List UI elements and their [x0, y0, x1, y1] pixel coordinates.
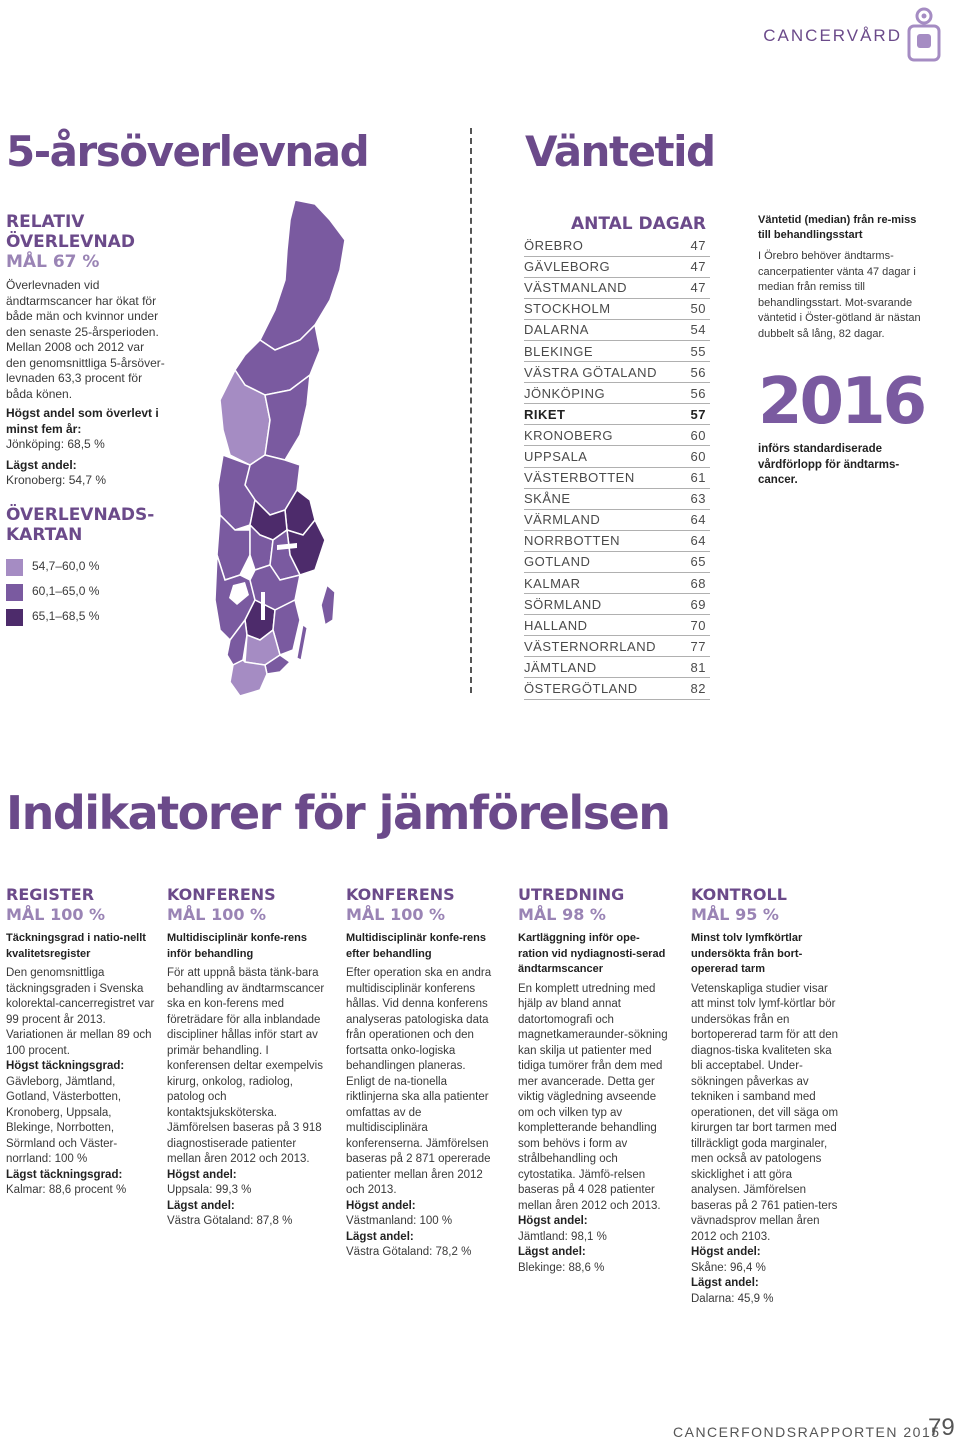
- indicator-column: [691, 885, 841, 1307]
- indicator-column: [6, 885, 156, 1199]
- indicator-high-value: Västmanland: 100 %: [346, 1215, 453, 1227]
- indicator-goal: MÅL 100 %: [346, 905, 446, 924]
- table-row: [524, 256, 710, 277]
- indicator-text: Den genomsnittliga täckningsgraden i Svenska kolorektal-cancerregistret var 99 procent år 2013. Variationen är mellan 89 och 100 procent.: [6, 967, 155, 1057]
- table-row: [524, 235, 710, 256]
- wait-side-text: I Örebro behöver ändtarms-cancerpatienter vänta 47 dagar i median från remiss till behandlingsstart. Mot-svarande väntetid i Öster-götland är nästan dubbelt så lång, 82 dagar.: [758, 250, 921, 340]
- big-year: 2016: [758, 365, 925, 439]
- column-divider: [470, 128, 472, 693]
- indicator-high-value: Uppsala: 99,3 %: [167, 1184, 252, 1196]
- legend-item: [6, 580, 166, 605]
- days-cell: 56: [686, 383, 710, 404]
- indicator-goal: MÅL 100 %: [6, 905, 106, 924]
- region-cell: JÖNKÖPING: [524, 383, 686, 404]
- days-cell: 64: [686, 509, 710, 530]
- indicator-low-value: Västra Götaland: 78,2 %: [346, 1246, 472, 1258]
- page-number: 79: [928, 1414, 955, 1441]
- indicator-low-value: Dalarna: 45,9 %: [691, 1292, 774, 1305]
- indicator-high-label: Högst andel:: [346, 1199, 416, 1212]
- region-cell: VÄSTERBOTTEN: [524, 467, 686, 488]
- highest-value: Jönköping: 68,5 %: [6, 437, 105, 451]
- days-cell: 64: [686, 530, 710, 551]
- table-row: [524, 551, 710, 572]
- days-cell: 57: [686, 404, 710, 425]
- indicator-lead: Kartläggning inför ope-ration vid nydiagnosti-serad ändtarmscancer: [518, 932, 666, 975]
- days-cell: 70: [686, 615, 710, 636]
- table-row: [524, 615, 710, 636]
- indicator-low-label: Lägst andel:: [518, 1246, 586, 1258]
- legend-label: 65,1–68,5 %: [32, 609, 100, 624]
- region-cell: ÖREBRO: [524, 235, 686, 256]
- region-cell: KALMAR: [524, 573, 686, 594]
- table-row: [524, 362, 710, 383]
- region-cell: NORRBOTTEN: [524, 530, 686, 551]
- indicator-low-value: Västra Götaland: 87,8 %: [167, 1215, 293, 1227]
- indicator-lead: Multidisciplinär konfe-rens efter behandling: [346, 932, 486, 960]
- legend-label: 60,1–65,0 %: [32, 584, 100, 599]
- indicator-low-label: Lägst andel:: [691, 1277, 759, 1289]
- days-cell: 60: [686, 425, 710, 446]
- indicator-heading: KONFERENS: [346, 885, 455, 904]
- indicators-title: Indikatorer för jämförelsen: [6, 786, 670, 840]
- indicator-high-label: Högst andel:: [167, 1168, 237, 1181]
- indicator-lead: Minst tolv lymfkörtlar undersökta från bort-opererad tarm: [691, 932, 803, 975]
- indicator-low-label: Lägst andel:: [167, 1199, 235, 1212]
- cancerfonden-logo-icon: [904, 4, 944, 62]
- indicator-high-label: Högst andel:: [691, 1246, 761, 1258]
- indicator-high-label: Högst täckningsgrad:: [6, 1060, 125, 1072]
- days-cell: 60: [686, 446, 710, 467]
- region-cell: KRONOBERG: [524, 425, 686, 446]
- indicator-heading: REGISTER: [6, 885, 95, 904]
- table-row: [524, 425, 710, 446]
- days-cell: 69: [686, 594, 710, 615]
- map-region-norrbotten: [260, 200, 345, 350]
- indicator-lead: Täckningsgrad i natio-nellt kvalitetsregister: [6, 932, 146, 960]
- table-row: [524, 383, 710, 404]
- indicator-goal: MÅL 98 %: [518, 905, 606, 924]
- indicator-low-value: Blekinge: 88,6 %: [518, 1261, 605, 1274]
- table-row: [524, 340, 710, 361]
- table-row: [524, 277, 710, 298]
- legend-swatch: [6, 559, 23, 576]
- days-cell: 81: [686, 657, 710, 678]
- table-row: [524, 446, 710, 467]
- indicator-heading: KONTROLL: [691, 885, 787, 904]
- wait-table-heading: ANTAL DAGAR: [570, 214, 706, 234]
- region-cell: STOCKHOLM: [524, 298, 686, 319]
- survival-intro: Överlevnaden vid ändtarmscancer har ökat för både män och kvinnor under den senaste 25-årsperioden. Mellan 2008 och 2012 var den genomsnittliga 5-årsöver-levnaden 63,3 procent för båda könen.: [6, 278, 165, 401]
- region-cell: RIKET: [524, 404, 686, 425]
- legend-item: [6, 605, 166, 630]
- indicator-low-label: Lägst andel:: [346, 1230, 414, 1243]
- wait-sidebar: [758, 213, 923, 489]
- indicator-high-label: Högst andel:: [518, 1215, 588, 1227]
- indicator-column: [518, 885, 670, 1276]
- days-cell: 55: [686, 340, 710, 361]
- region-cell: SÖRMLAND: [524, 594, 686, 615]
- region-cell: ÖSTERGÖTLAND: [524, 678, 686, 699]
- section-label: CANCERVÅRD: [763, 26, 902, 45]
- indicator-text: En komplett utredning med hjälp av bland annat datortomografi och magnetkameraunder-sökning kan skilja ut patienter med tidiga tumörer från dem med mer avancerade. Detta ger viktig vägledning avseende om och vilken typ av kompletterande behandling som behövs i form av strålbehandling och cytostatika. Jämfö-relsen baseras på 4 028 patienter mellan åren 2012 och 2013.: [518, 982, 668, 1212]
- wait-title: Väntetid: [525, 127, 715, 176]
- days-cell: 47: [686, 277, 710, 298]
- region-cell: HALLAND: [524, 615, 686, 636]
- days-cell: 63: [686, 488, 710, 509]
- indicator-text: För att uppnå bästa tänk-bara behandling av ändtarmscancer ska en kon-ferens med företrädare för alla inblandade discipliner hållas inför start av primär behandling. I konferensen deltar exempelvis kirurg, onkolog, radiolog, patolog och kontaktsjuksköterska. Jämförelsen baseras på 3 918 diagnostiserade patienter mellan åren 2012 och 2013.: [167, 967, 325, 1165]
- year-text: införs standardiserade vårdförlopp för ändtarms-cancer.: [758, 443, 900, 486]
- days-cell: 54: [686, 319, 710, 340]
- survival-info: [6, 212, 166, 630]
- survival-goal: MÅL 67 %: [6, 252, 100, 272]
- days-cell: 77: [686, 636, 710, 657]
- days-cell: 47: [686, 235, 710, 256]
- report-name: CANCERFONDSRAPPORTEN 2015: [673, 1424, 941, 1440]
- table-row: [524, 509, 710, 530]
- survival-title: 5-årsöverlevnad: [6, 127, 369, 176]
- map-region-gotland: [321, 585, 335, 625]
- lake-vattern-icon: [261, 592, 265, 620]
- legend-label: 54,7–60,0 %: [32, 559, 100, 574]
- region-cell: UPPSALA: [524, 446, 686, 467]
- indicator-low-value: Kalmar: 88,6 procent %: [6, 1184, 127, 1196]
- indicator-high-value: Skåne: 96,4 %: [691, 1261, 766, 1274]
- indicator-lead: Multidisciplinär konfe-rens inför behandling: [167, 932, 307, 960]
- table-row: [524, 594, 710, 615]
- table-row: [524, 319, 710, 340]
- highest-label: Högst andel som överlevt i minst fem år:: [6, 406, 159, 436]
- map-legend: [6, 555, 166, 630]
- indicator-goal: MÅL 100 %: [167, 905, 267, 924]
- table-row: [524, 488, 710, 509]
- legend-swatch: [6, 584, 23, 601]
- region-cell: VÄRMLAND: [524, 509, 686, 530]
- table-row: [524, 657, 710, 678]
- lowest-value: Kronoberg: 54,7 %: [6, 473, 107, 487]
- wait-side-heading: Väntetid (median) från re-miss till behandlingsstart: [758, 214, 917, 241]
- map-region-oland: [297, 625, 307, 660]
- relative-survival-heading: RELATIV ÖVERLEVNAD: [6, 212, 135, 252]
- indicator-column: [346, 885, 496, 1261]
- region-cell: VÄSTMANLAND: [524, 277, 686, 298]
- region-cell: VÄSTERNORRLAND: [524, 636, 686, 657]
- table-row: [524, 573, 710, 594]
- indicator-high-value: Jämtland: 98,1 %: [518, 1230, 607, 1243]
- days-cell: 47: [686, 256, 710, 277]
- table-row: [524, 530, 710, 551]
- legend-swatch: [6, 609, 23, 626]
- map-region-skane: [230, 660, 267, 696]
- region-cell: JÄMTLAND: [524, 657, 686, 678]
- indicator-text: Efter operation ska en andra multidisciplinär konferens hållas. Vid denna konferens analyseras patologiska data från operationen och den fortsatta onko-logiska behandlingen planeras. Enligt de na-tionella riktlinjerna ska alla patienter omfattas av de multidisciplinära konferenserna. Jämförelsen baseras på 2 871 opererade patienter mellan åren 2012 och 2013.: [346, 967, 492, 1196]
- table-row: [524, 678, 710, 699]
- indicator-high-value: Gävleborg, Jämtland, Gotland, Västerbotten, Kronoberg, Uppsala, Blekinge, Norrbotten, Sörmland och Väster-norrland: 100 %: [6, 1075, 122, 1165]
- sweden-survival-map: [215, 200, 355, 700]
- table-row: [524, 404, 710, 425]
- indicator-text: Vetenskapliga studier visar att minst tolv lymf-körtlar bör undersökas från en bortopererad tarm för att den diagnos-tiska kvaliteten ska bli acceptabel. Under-sökningen påverkas av tekniken i samband med operationen, det vill säga om kirurgen tar bort tarmen med tillräckligt goda marginaler, men också av patologens skicklighet i att göra analysen. Jämförelsen baseras på 2 761 patien-ters vävnadsprov mellan åren 2012 och 2103.: [691, 982, 839, 1243]
- map-heading: ÖVERLEVNADS- KARTAN: [6, 504, 155, 545]
- days-cell: 61: [686, 467, 710, 488]
- region-cell: DALARNA: [524, 319, 686, 340]
- days-cell: 56: [686, 362, 710, 383]
- table-row: [524, 636, 710, 657]
- lowest-label: Lägst andel:: [6, 457, 77, 472]
- region-cell: GÄVLEBORG: [524, 256, 686, 277]
- days-cell: 68: [686, 573, 710, 594]
- days-cell: 65: [686, 551, 710, 572]
- region-cell: VÄSTRA GÖTALAND: [524, 362, 686, 383]
- table-row: [524, 467, 710, 488]
- table-row: [524, 298, 710, 319]
- days-cell: 50: [686, 298, 710, 319]
- indicator-low-label: Lägst täckningsgrad:: [6, 1168, 123, 1181]
- days-cell: 82: [686, 678, 710, 699]
- region-cell: SKÅNE: [524, 488, 686, 509]
- region-cell: GOTLAND: [524, 551, 686, 572]
- indicator-column: [167, 885, 325, 1230]
- wait-table: [524, 235, 710, 700]
- region-cell: BLEKINGE: [524, 340, 686, 361]
- indicator-goal: MÅL 95 %: [691, 905, 779, 924]
- indicator-heading: KONFERENS: [167, 885, 276, 904]
- indicator-heading: UTREDNING: [518, 885, 625, 904]
- legend-item: [6, 555, 166, 580]
